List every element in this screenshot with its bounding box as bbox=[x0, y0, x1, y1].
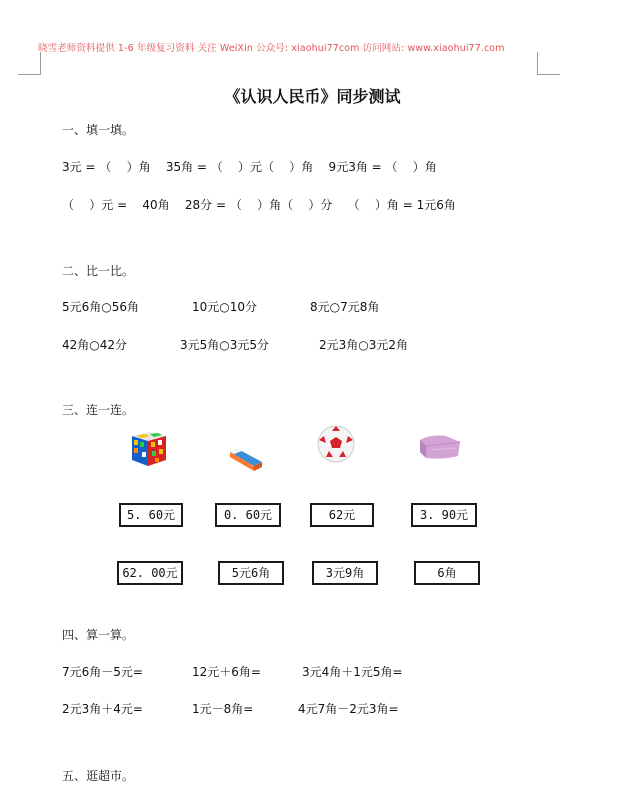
section-shop-heading: 五、逛超市。 bbox=[62, 769, 135, 783]
price-box: 62元 bbox=[310, 503, 374, 527]
price-box: 5. 60元 bbox=[119, 503, 183, 527]
fill-line-2: （ ）元 = 40角 28分 = （ ）角（ ）分 （ ）角 = 1元6角 bbox=[62, 198, 456, 212]
price-box: 3元9角 bbox=[312, 561, 378, 585]
page-title: 《认识人民币》同步测试 bbox=[224, 87, 401, 106]
page-corner-mark-right bbox=[537, 52, 560, 75]
compare-item: 10元○10分 bbox=[192, 300, 258, 314]
price-box: 0. 60元 bbox=[215, 503, 281, 527]
rubiks-cube-image bbox=[128, 428, 170, 468]
section-calc-heading: 四、算一算。 bbox=[62, 628, 135, 642]
compare-item: 5元6角○56角 bbox=[62, 300, 140, 314]
section-connect-heading: 三、连一连。 bbox=[62, 403, 135, 417]
page-corner-mark-left bbox=[18, 52, 41, 75]
header-note: 晓雪老师资料提供 1-6 年级复习资料 关注 WeiXin 公众号: xiaohui77com 访问网站: www.xiaohui77.com bbox=[38, 43, 505, 54]
towel-image bbox=[416, 430, 464, 464]
fill-line-1: 3元 = （ ）角 35角 = （ ）元（ ）角 9元3角 = （ ）角 bbox=[62, 160, 437, 174]
compare-item: 8元○7元8角 bbox=[310, 300, 380, 314]
price-box: 6角 bbox=[414, 561, 480, 585]
calc-item: 7元6角－5元= bbox=[62, 665, 143, 679]
calc-item: 1元－8角= bbox=[192, 702, 254, 716]
section-fill-heading: 一、填一填。 bbox=[62, 123, 135, 137]
price-box: 3. 90元 bbox=[411, 503, 477, 527]
calc-item: 4元7角－2元3角= bbox=[298, 702, 399, 716]
eraser-image bbox=[226, 446, 266, 474]
section-compare-heading: 二、比一比。 bbox=[62, 264, 135, 278]
price-box: 62. 00元 bbox=[117, 561, 183, 585]
compare-item: 42角○42分 bbox=[62, 338, 128, 352]
calc-item: 2元3角＋4元= bbox=[62, 702, 143, 716]
calc-item: 3元4角＋1元5角= bbox=[302, 665, 403, 679]
compare-item: 2元3角○3元2角 bbox=[319, 338, 409, 352]
compare-item: 3元5角○3元5分 bbox=[180, 338, 270, 352]
calc-item: 12元＋6角= bbox=[192, 665, 261, 679]
price-box: 5元6角 bbox=[218, 561, 284, 585]
soccer-ball-image bbox=[316, 424, 356, 464]
